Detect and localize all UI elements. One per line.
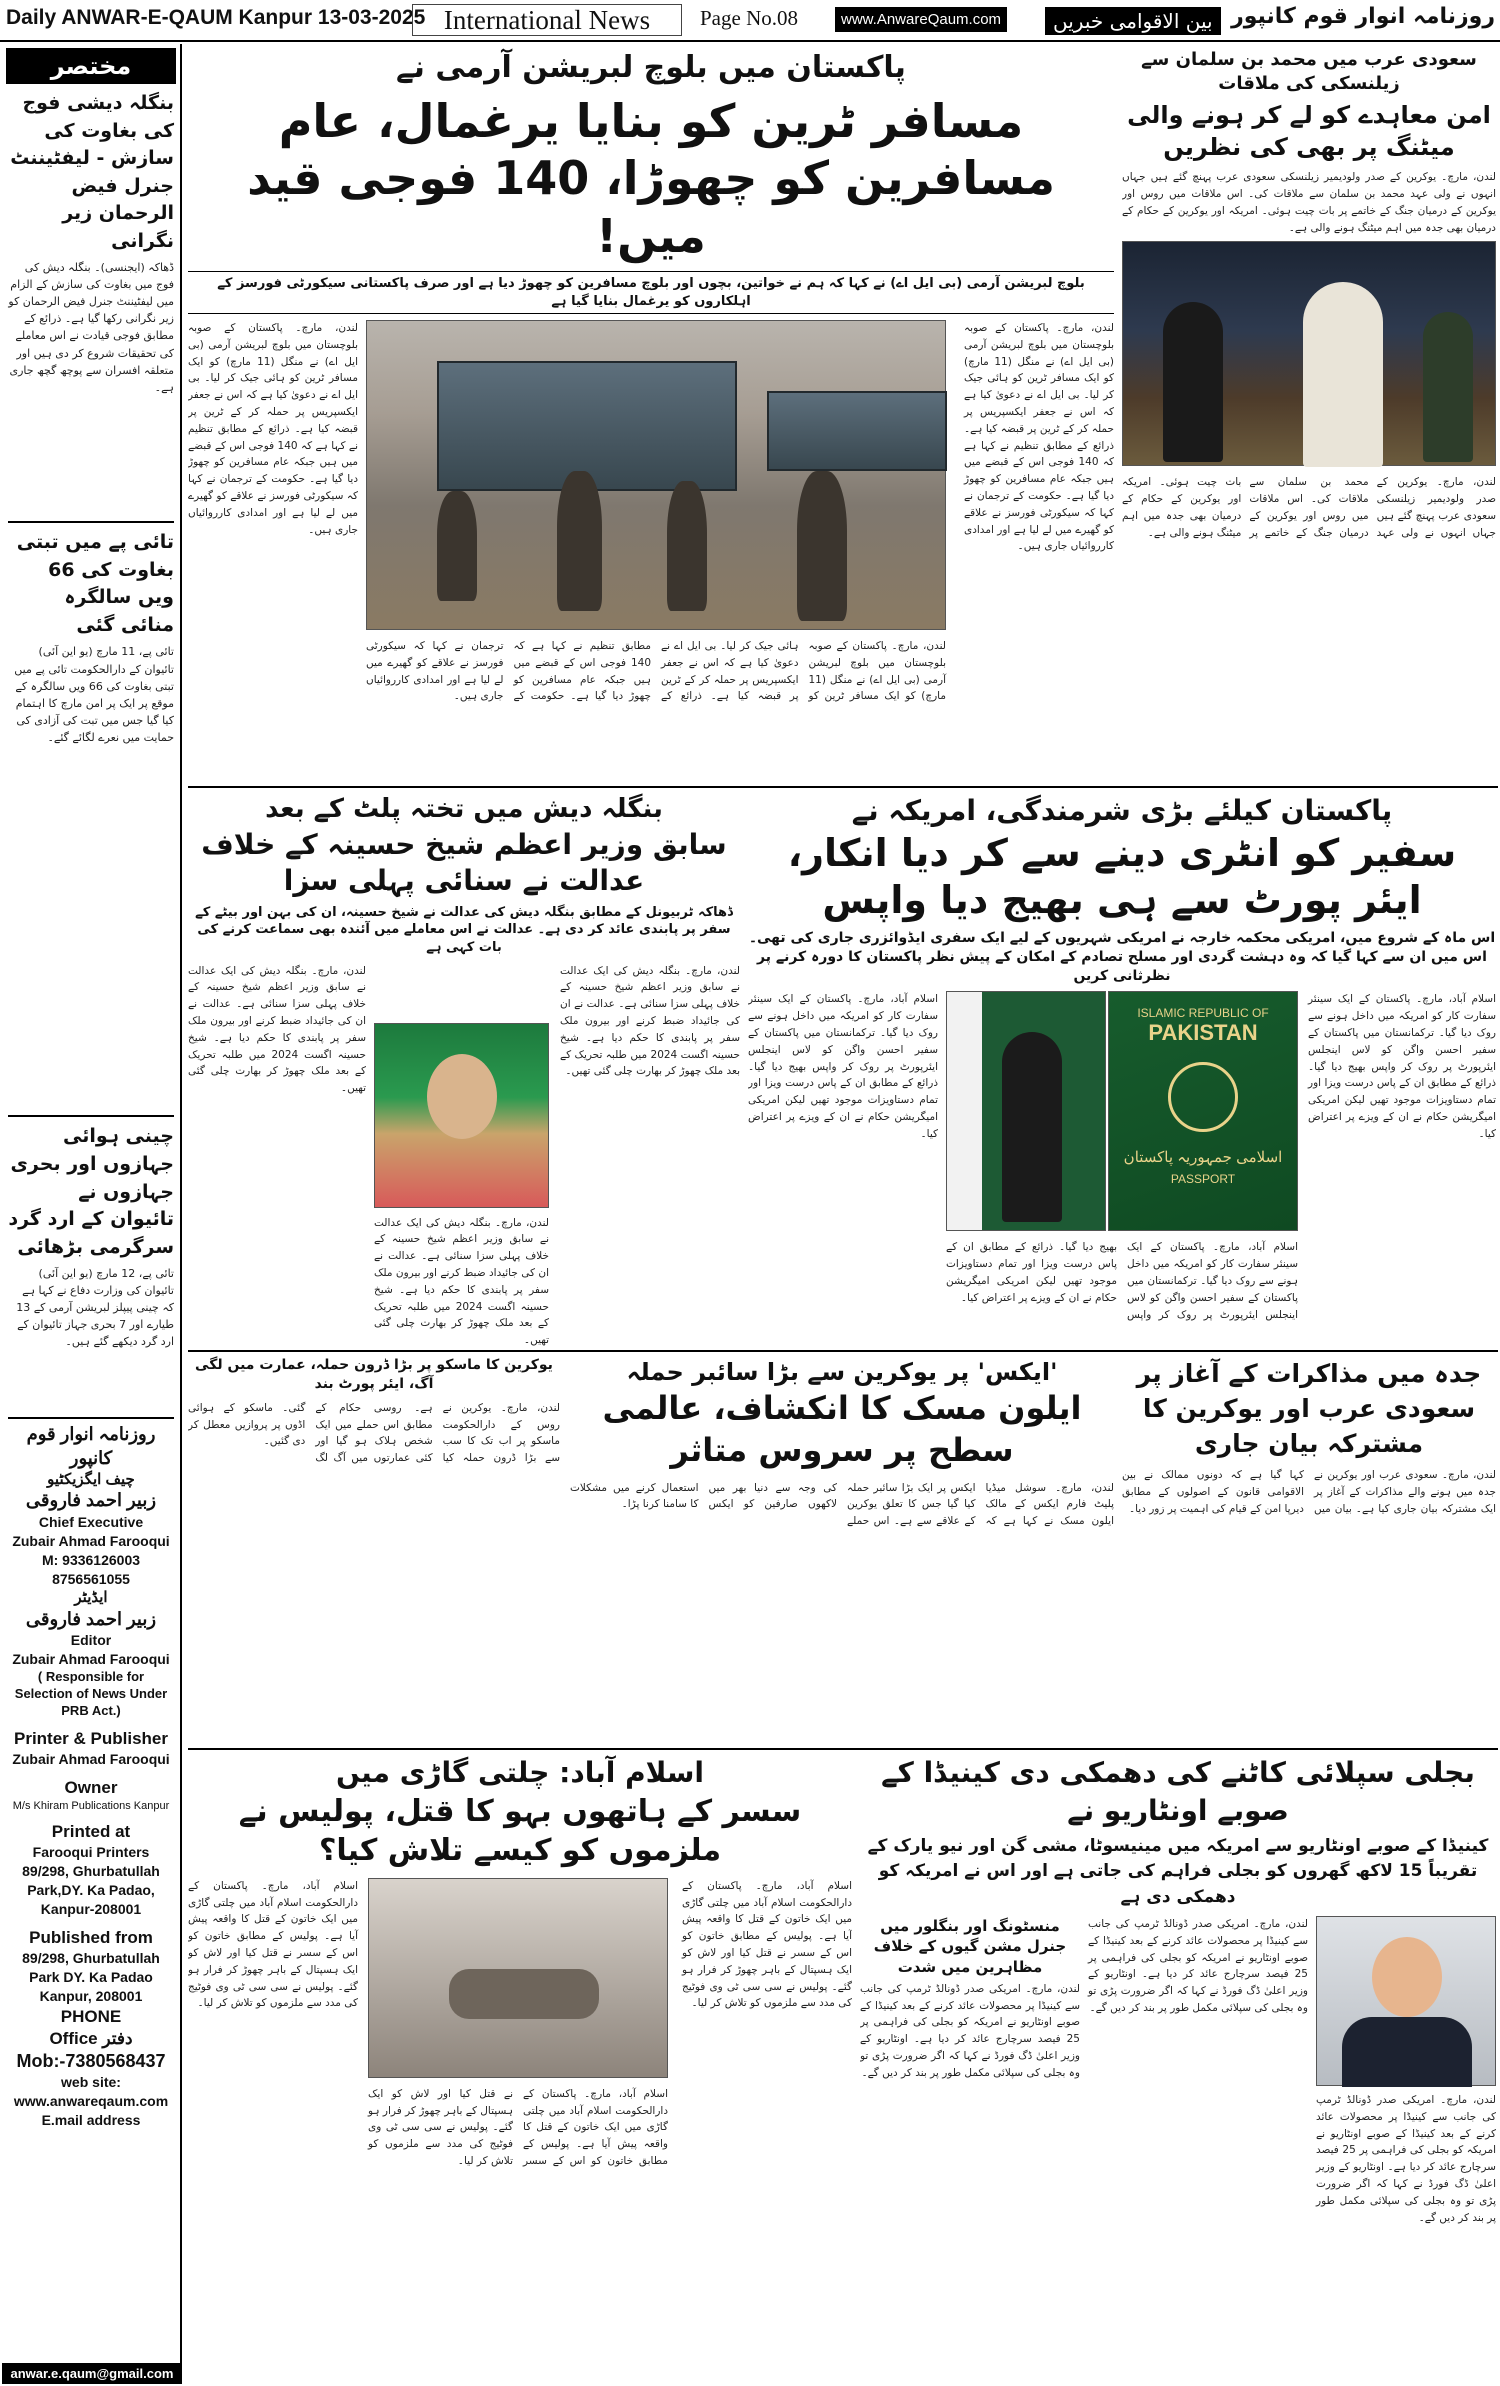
photo-figure [1423, 312, 1473, 462]
lead-body-col1: لندن، مارچ۔ پاکستان کے صوبہ بلوچستان میں بلوچ لبریشن آرمی (بی ایل اے) نے منگل (11 مارچ) کو ایک مسافر ٹرین کو ہائی جیک کر لیا۔ بی ایل اے نے دعویٰ کیا ہے کہ اس نے جعفر ایکسپریس پر حملہ کر کے ٹرین پر قبضہ کیا ہے۔ ذرائع کے مطابق تنظیم نے کہا ہے کہ 140 فوجی اس کے قبضے میں ہیں جبکہ عام مسافرین کو چھوڑ دیا گیا ہے۔ حکومت کے ترجمان نے کہا کہ سیکورٹی فورسز نے علاقے کو گھیرے میں لے لیا ہے اور امدادی کارروائیاں جاری ہیں۔ [964, 322, 1114, 553]
sidebar-divider [8, 1115, 174, 1117]
hasina-headline: سابق وزیر اعظم شیخ حسینہ کے خلاف عدالت نے سنائی پہلی سزا [201, 828, 727, 898]
section-rule [188, 1748, 1498, 1750]
saudi-kicker: سعودی عرب میں محمد بن سلمان سے زیلنسکی کی ملاقات [1141, 49, 1477, 95]
islamabad-headline: سسر کے ہاتھوں بہو کا قتل، پولیس نے ملزموں کو کیسے تلاش کیا؟ [238, 1793, 802, 1868]
islamabad-body-lower [368, 2086, 668, 2382]
story-islamabad [188, 1754, 852, 2382]
imprint-chief-label-ur: چیف ایگزیکٹیو [47, 1470, 135, 1488]
uspak-passport-image [1108, 991, 1298, 1231]
imprint [2, 1423, 180, 2130]
passport-line2: PAKISTAN [1148, 1020, 1258, 1046]
imprint-published-label: Published from [29, 1927, 153, 1947]
imprint-owner-label: Owner [64, 1777, 118, 1797]
hasina-kicker: بنگلہ دیش میں تختہ پلٹ کے بعد [265, 794, 663, 824]
section-rule [188, 786, 1498, 788]
story-ontario [860, 1754, 1496, 2382]
story-hasina [188, 792, 740, 1347]
hasina-body-col3: لندن، مارچ۔ بنگلہ دیش کی ایک عدالت نے سابق وزیر اعظم شیخ حسینہ کے خلاف پہلی سزا سنائی ہے۔ عدالت نے ان کی جائیداد ضبط کرنے اور بیرون ملک سفر پر پابندی کا حکم دیا ہے۔ شیخ حسینہ اگست 2024 میں طلبہ تحریک کے بعد ملک چھوڑ کر بھارت چلی گئی تھیں۔ [188, 964, 366, 1095]
masthead-website[interactable]: www.AnwareQaum.com [835, 7, 1007, 32]
story-musk [570, 1356, 1114, 1746]
train-car-shape [767, 391, 947, 471]
saudi-body [1122, 474, 1496, 784]
imprint-owner-name: M/s Khiram Publications Kanpur [12, 1799, 170, 1812]
story-jeddah [1122, 1356, 1496, 1746]
islamabad-body-col1: اسلام آباد، مارچ۔ پاکستان کے دارالحکومت اسلام آباد میں چلتی گاڑی میں ایک خاتون کے قتل کا واقعہ پیش آیا ہے۔ پولیس کے مطابق خاتون کو اس کے سسر نے قتل کیا اور لاش کو ایک ہسپتال کے باہر چھوڑ کر فرار ہو گئے۔ پولیس نے سی سی ٹی وی فوٹیج کی مدد سے ملزموں کو تلاش کر لیا۔ [682, 1879, 852, 2010]
jeddah-headline: جدہ میں مذاکرات کے آغاز پر سعودی عرب اور یوکرین کا مشترکہ بیان جاری [1136, 1359, 1482, 1458]
uspak-body-col3: اسلام آباد، مارچ۔ پاکستان کے ایک سینئر سفارت کار کو امریکہ میں داخل ہونے سے روک دیا گیا۔ ترکمانستان میں پاکستان کے سفیر احسن واگن کو لاس اینجلس ایئرپورٹ پر روک کر واپس بھیج دیا گیا۔ ذرائع کے مطابق ان کے پاس درست ویزا اور تمام دستاویزات موجود تھیں لیکن امریکی امیگریشن حکام نے ان کے ویزے پر اعتراض کیا۔ [748, 993, 938, 1140]
lead-subhead: بلوچ لبریشن آرمی (بی ایل اے) نے کہا کہ ہم نے خواتین، بچوں اور بلوچ مسافرین کو چھوڑ دیا ہے اور صرف پاکستانی سیکورٹی فورسز کے اہلکاروں کو یرغمال بنایا گیا ہے [188, 271, 1114, 314]
lead-body-col4: لندن، مارچ۔ پاکستان کے صوبہ بلوچستان میں بلوچ لبریشن آرمی (بی ایل اے) نے منگل (11 مارچ) کو ایک مسافر ٹرین کو ہائی جیک کر لیا۔ بی ایل اے نے دعویٰ کیا ہے کہ اس نے جعفر ایکسپریس پر حملہ کر کے ٹرین پر قبضہ کیا ہے۔ ذرائع کے مطابق تنظیم نے کہا ہے کہ 140 فوجی اس کے قبضے میں ہیں جبکہ عام مسافرین کو چھوڑ دیا گیا ہے۔ حکومت کے ترجمان نے کہا کہ سیکورٹی فورسز نے علاقے کو گھیرے میں لے لیا ہے اور امدادی کارروائیاں جاری ہیں۔ [188, 322, 358, 536]
story-lead [188, 48, 1114, 784]
ontario-subhead: کینیڈا کے صوبے اونٹاریو سے امریکہ میں مینیسوٹا، مشی گن اور نیو یارک کے تقریباً 15 لاکھ گھروں کو بجلی فراہم کی جاتی ہے اور اس نے امریکہ کو دھمکی دی ہے [867, 1835, 1489, 1907]
story-saudi [1122, 48, 1496, 784]
imprint-office-label: Office دفتر [49, 2028, 133, 2048]
lead-headline: مسافر ٹرین کو بنایا یرغمال، عام مسافرین کو چھوڑا، 140 فوجی قید میں! [247, 93, 1055, 263]
saudi-headline: امن معاہدے کو لے کر ہونے والی میٹنگ پر بھی کی نظریں [1127, 100, 1491, 161]
ontario-headline: بجلی سپلائی کاٹنے کی دھمکی دی کینیڈا کے صوبے اونٹاریو نے [881, 1756, 1475, 1827]
sidebar-tag: مختصر [6, 48, 176, 84]
photo-figure [437, 491, 477, 601]
ontario-inset [860, 1916, 1080, 2382]
sidebar-divider [8, 1417, 174, 1419]
ontario-body-col3: لندن، مارچ۔ امریکی صدر ڈونالڈ ٹرمپ کی جانب سے کینیڈا پر محصولات عائد کرنے کے بعد کینیڈا کے صوبے اونٹاریو نے امریکہ کو بجلی کی فراہمی پر 25 فیصد سرچارج عائد کر دیا ہے۔ اونٹاریو کے وزیر اعلیٰ ڈگ فورڈ نے کہا کہ اگر ضرورت پڑی تو وہ بجلی کی سپلائی مکمل طور پر بند کر دیں گے۔ [860, 1982, 1080, 2079]
photo-face [427, 1054, 497, 1139]
masthead-title: روزنامہ انوار قوم کانپور [1231, 4, 1495, 29]
sidebar-story1-headline: بنگلہ دیشی فوج کی بغاوت کی سازش - لیفٹیننٹ جنرل فیض الرحمان زیر نگرانی [10, 92, 174, 252]
imprint-responsibility: ( Responsible for Selection of News Under PRB Act.) [14, 1669, 168, 1718]
imprint-printer-label: Printer & Publisher [14, 1728, 168, 1748]
ontario-body-col1: لندن، مارچ۔ امریکی صدر ڈونالڈ ٹرمپ کی جانب سے کینیڈا پر محصولات عائد کرنے کے بعد کینیڈا کے صوبے اونٹاریو نے امریکہ کو بجلی کی فراہمی پر 25 فیصد سرچارج عائد کر دیا ہے۔ اونٹاریو کے وزیر اعلیٰ ڈگ فورڈ نے کہا کہ اگر ضرورت پڑی تو وہ بجلی کی سپلائی مکمل طور پر بند کر دیں گے۔ [1316, 2094, 1496, 2224]
imprint-published-at: 89/298, Ghurbatullah Park DY. Ka Padao Kanpur, 208001 [22, 1949, 160, 2004]
masthead [0, 0, 1500, 42]
jeddah-body-text: لندن، مارچ۔ سعودی عرب اور یوکرین نے جدہ میں ہونے والے مذاکرات کے آغاز پر ایک مشترکہ بیان جاری کیا ہے۔ بیان میں کہا گیا ہے کہ دونوں ممالک نے بین الاقوامی قانون کے اصولوں کے مطابق دیرپا امن کے قیام کی اہمیت پر زور دیا۔ [1122, 1469, 1496, 1515]
jeddah-body [1122, 1467, 1496, 1746]
ontario-trump-photo [1316, 1916, 1496, 2086]
photo-suit [1342, 2017, 1472, 2087]
uspak-subhead: اس ماہ کے شروع میں، امریکی محکمہ خارجہ نے امریکی شہریوں کے لیے ایک سفری ایڈوائزری جاری کی تھی۔ اس میں ان سے کہا گیا کہ وہ دہشت گردی اور مسلح تصادم کے امکان کے پیش نظر پاکستان کا دورہ کرنے پر نظرثانی کریں [748, 929, 1496, 984]
imprint-email[interactable]: anwar.e.qaum@gmail.com [2, 2363, 182, 2384]
lead-body-lower [366, 638, 946, 784]
sidebar-story2-body: تائی پے، 11 مارچ (یو این آئی) تائیوان کے دارالحکومت تائی پے میں تبتی بغاوت کی 66 ویں سالگرہ کے موقع پر ایک پر امن مارچ کا اہتمام کیا گیا جس میں تبت کی آزادی کی حمایت میں نعرے لگائے گئے۔ [14, 645, 174, 744]
sidebar-story2-headline: تائی پے میں تبتی بغاوت کی 66 ویں سالگرہ منائی گئی [16, 531, 174, 636]
saudi-photo [1122, 241, 1496, 466]
uspak-headline: سفیر کو انٹری دینے سے کر دیا انکار، ایئر پورٹ سے ہی بھیج دیا واپس [787, 830, 1457, 923]
hasina-body-col1: لندن، مارچ۔ بنگلہ دیش کی ایک عدالت نے سابق وزیر اعظم شیخ حسینہ کے خلاف پہلی سزا سنائی ہے۔ عدالت نے ان کی جائیداد ضبط کرنے اور بیرون ملک سفر پر پابندی کا حکم دیا ہے۔ شیخ حسینہ اگست 2024 میں طلبہ تحریک کے بعد ملک چھوڑ کر بھارت چلی گئی تھیں۔ [560, 964, 740, 1078]
musk-kicker: 'ایکس' پر یوکرین سے بڑا سائبر حملہ [626, 1358, 1058, 1386]
sidebar-story1-body: ڈھاکہ (ایجنسی)۔ بنگلہ دیش کی فوج میں بغاوت کی سازش کے الزام میں لیفٹیننٹ جنرل فیض الرحمان کو زیر نگرانی رکھا گیا ہے۔ ذرائع کے مطابق فوجی قیادت نے اس معاملے کی تحقیقات شروع کر دی ہیں اور متعلقہ افسران سے پوچھ گچھ جاری ہے۔ [8, 261, 174, 394]
photo-hand [449, 1969, 599, 2019]
islamabad-body-col3: اسلام آباد، مارچ۔ پاکستان کے دارالحکومت اسلام آباد میں چلتی گاڑی میں ایک خاتون کے قتل کا واقعہ پیش آیا ہے۔ پولیس کے مطابق خاتون کو اس کے سسر نے قتل کیا اور لاش کو ایک ہسپتال کے باہر چھوڑ کر فرار ہو گئے۔ پولیس نے سی سی ٹی وی فوٹیج کی مدد سے ملزموں کو تلاش کر لیا۔ [188, 1879, 358, 2010]
imprint-logo: روزنامہ انوار قوم کانپور [26, 1424, 156, 1468]
photo-figure [667, 481, 707, 611]
section-rule [188, 1350, 1498, 1352]
moscow-body-text: لندن، مارچ۔ یوکرین نے روس کے دارالحکومت ماسکو پر اب تک کا سب سے بڑا ڈرون حملہ کیا ہے۔ روسی حکام کے مطابق اس حملے میں ایک شخص ہلاک ہو گیا اور کئی عمارتوں میں آگ لگ گئی۔ ماسکو کے ہوائی اڈوں پر پروازیں معطل کر دی گئیں۔ [188, 1401, 560, 1465]
story-us-pak [748, 792, 1496, 1347]
imprint-office-phone: Mob:-7380568437 [16, 2050, 166, 2071]
uspak-kicker: پاکستان کیلئے بڑی شرمندگی، امریکہ نے [851, 794, 1393, 827]
moscow-body [188, 1400, 560, 1740]
sidebar-story3-headline: چینی ہوائی جہازوں اور بحری جہازوں نے تائیوان کے ارد گرد سرگرمی بڑھائی [8, 1125, 174, 1258]
imprint-web[interactable]: www.anwareqaum.com [13, 2093, 169, 2110]
imprint-mobile: M: 9336126003 [41, 1551, 141, 1568]
islamabad-kicker: اسلام آباد: چلتی گاڑی میں [335, 1756, 704, 1789]
imprint-printed-label: Printed at [51, 1822, 131, 1842]
imprint-editor-name-ur: زبیر احمد فاروقی [25, 1608, 157, 1629]
saudi-body-top: لندن، مارچ۔ یوکرین کے صدر ولودیمیر زیلنسکی سعودی عرب پہنچ گئے ہیں جہاں انہوں نے ولی عہد محمد بن سلمان سے ملاقات کی۔ اس ملاقات میں روس اور یوکرین کے درمیان جنگ کے خاتمے پر بات چیت ہوئی۔ امریکہ اور یوکرین کے حکام کے درمیان بھی جدہ میں اہم میٹنگ ہونے والی ہے۔ [1122, 171, 1496, 234]
hasina-body-col2: لندن، مارچ۔ بنگلہ دیش کی ایک عدالت نے سابق وزیر اعظم شیخ حسینہ کے خلاف پہلی سزا سنائی ہے۔ عدالت نے ان کی جائیداد ضبط کرنے اور بیرون ملک سفر پر پابندی کا حکم دیا ہے۔ شیخ حسینہ اگست 2024 میں طلبہ تحریک کے بعد ملک چھوڑ کر بھارت چلی گئی تھیں۔ [374, 1216, 549, 1347]
imprint-web-label: web site: [61, 2074, 121, 2091]
uspak-flag-photo [946, 991, 1106, 1231]
uspak-body-col1: اسلام آباد، مارچ۔ پاکستان کے ایک سینئر سفارت کار کو امریکہ میں داخل ہونے سے روک دیا گیا۔ ترکمانستان میں پاکستان کے سفیر احسن واگن کو لاس اینجلس ایئرپورٹ پر روک کر واپس بھیج دیا گیا۔ ذرائع کے مطابق ان کے پاس درست ویزا اور تمام دستاویزات موجود تھیں لیکن امریکی امیگریشن حکام نے ان کے ویزے پر اعتراض کیا۔ [1308, 993, 1496, 1140]
uspak-body-lower [946, 1239, 1298, 1347]
photo-figure [1303, 282, 1383, 467]
photo-figure [797, 471, 847, 621]
masthead-section-tag: بین الاقوامی خبریں [1045, 7, 1221, 35]
passport-line1: ISLAMIC REPUBLIC OF [1137, 1006, 1269, 1021]
imprint-chief-label: Chief Executive [38, 1513, 144, 1530]
islamabad-photo [368, 1878, 668, 2078]
imprint-chief-name-ur: زبیر احمد فاروقی [25, 1490, 157, 1511]
saudi-body-text: لندن، مارچ۔ یوکرین کے صدر ولودیمیر زیلنسکی سعودی عرب پہنچ گئے ہیں جہاں انہوں نے ولی عہد محمد بن سلمان سے ملاقات کی۔ اس ملاقات میں روس اور یوکرین کے درمیان جنگ کے خاتمے پر بات چیت ہوئی۔ امریکہ اور یوکرین کے حکام کے درمیان بھی جدہ میں اہم میٹنگ ہونے والی ہے۔ [1122, 476, 1496, 539]
story-moscow [188, 1356, 560, 1746]
lead-body-text: لندن، مارچ۔ پاکستان کے صوبہ بلوچستان میں بلوچ لبریشن آرمی (بی ایل اے) نے منگل (11 مارچ) کو ایک مسافر ٹرین کو ہائی جیک کر لیا۔ بی ایل اے نے دعویٰ کیا ہے کہ اس نے جعفر ایکسپریس پر حملہ کر کے ٹرین پر قبضہ کیا ہے۔ ذرائع کے مطابق تنظیم نے کہا ہے کہ 140 فوجی اس کے قبضے میں ہیں جبکہ عام مسافرین کو چھوڑ دیا گیا ہے۔ حکومت کے ترجمان نے کہا کہ سیکورٹی فورسز نے علاقے کو گھیرے میں لے لیا ہے اور امدادی کارروائیاں جاری ہیں۔ [366, 640, 946, 703]
sidebar-divider [8, 521, 174, 523]
photo-figure [1002, 1032, 1062, 1222]
ontario-body-col2: لندن، مارچ۔ امریکی صدر ڈونالڈ ٹرمپ کی جانب سے کینیڈا پر محصولات عائد کرنے کے بعد کینیڈا کے صوبے اونٹاریو نے امریکہ کو بجلی کی فراہمی پر 25 فیصد سرچارج عائد کر دیا ہے۔ اونٹاریو کے وزیر اعلیٰ ڈگ فورڈ نے کہا کہ اگر ضرورت پڑی تو وہ بجلی کی سپلائی مکمل طور پر بند کر دیں گے۔ [1088, 1918, 1308, 2015]
sidebar [2, 44, 182, 2384]
imprint-mobile2: 8756561055 [52, 1570, 130, 1587]
moscow-headline: یوکرین کا ماسکو پر بڑا ڈرون حملہ، عمارت میں لگی آگ، ایئر پورٹ بند [195, 1357, 553, 1392]
imprint-printed-at: Farooqui Printers 89/298, Ghurbatullah Park,DY. Ka Padao, Kanpur-208001 [22, 1844, 160, 1917]
hasina-subhead: ڈھاکہ ٹربیونل کے مطابق بنگلہ دیش کی عدالت نے شیخ حسینہ، ان کی بہن اور بیٹے کے سفر پر پابندی عائد کر دی ہے۔ عدالت نے اس معاملے میں آئندہ بھی سماعت کرنے کی بات کہی ہے [195, 904, 733, 955]
photo-figure [1163, 302, 1223, 462]
photo-face [1372, 1937, 1442, 2017]
imprint-editor-label: Editor [70, 1632, 112, 1649]
musk-body [570, 1480, 1114, 1746]
photo-figure [557, 471, 602, 611]
imprint-phone-label: PHONE [60, 2006, 122, 2026]
passport-urdu: اسلامی جمہوریہ پاکستان [1123, 1149, 1283, 1167]
imprint-printer-name: Zubair Ahmad Farooqui [12, 1750, 170, 1767]
musk-body-text: لندن، مارچ۔ سوشل میڈیا پلیٹ فارم ایکس کے مالک ایلون مسک نے کہا ہے کہ ایکس پر ایک بڑا سائبر حملہ کیا گیا جس کا تعلق یوکرین کے علاقے سے ہے۔ اس حملے کی وجہ سے دنیا بھر میں لاکھوں صارفین کو ایکس استعمال کرنے میں مشکلات کا سامنا کرنا پڑا۔ [570, 1481, 1114, 1528]
lead-train-photo [366, 320, 946, 630]
masthead-section: International News [412, 4, 682, 36]
imprint-chief-name: Zubair Ahmad Farooqui [12, 1532, 170, 1549]
masthead-page-number: Page No.08 [700, 6, 798, 30]
passport-word: PASSPORT [1170, 1172, 1236, 1187]
ontario-subhead2: منسٹونگ اور بنگلور میں جنرل مشن گیوں کے خلاف مظاہرین میں شدت [873, 1917, 1067, 1976]
sidebar-story3-body: تائی پے، 12 مارچ (یو این آئی) تائیوان کی وزارت دفاع نے کہا ہے کہ چینی پیپلز لبریشن آرمی کے 13 طیارے اور 7 بحری جہاز تائیوان کے ارد گرد دیکھے گئے ہیں۔ [16, 1267, 174, 1349]
lead-kicker: پاکستان میں بلوچ لبریشن آرمی نے [396, 50, 906, 85]
islamabad-body-text: اسلام آباد، مارچ۔ پاکستان کے دارالحکومت اسلام آباد میں چلتی گاڑی میں ایک خاتون کے قتل کا واقعہ پیش آیا ہے۔ پولیس کے مطابق خاتون کو اس کے سسر نے قتل کیا اور لاش کو ایک ہسپتال کے باہر چھوڑ کر فرار ہو گئے۔ پولیس نے سی سی ٹی وی فوٹیج کی مدد سے ملزموں کو تلاش کر لیا۔ [368, 2087, 668, 2167]
musk-headline: ایلون مسک کا انکشاف، عالمی سطح پر سروس متاثر [602, 1389, 1082, 1469]
masthead-dateline: Daily ANWAR-E-QAUM Kanpur 13-03-2025 [6, 6, 426, 29]
imprint-editor-name: Zubair Ahmad Farooqui [12, 1651, 170, 1668]
uspak-body-text: اسلام آباد، مارچ۔ پاکستان کے ایک سینئر سفارت کار کو امریکہ میں داخل ہونے سے روک دیا گیا۔ ترکمانستان میں پاکستان کے سفیر احسن واگن کو لاس اینجلس ایئرپورٹ پر روک کر واپس بھیج دیا گیا۔ ذرائع کے مطابق ان کے پاس درست ویزا اور تمام دستاویزات موجود تھیں لیکن امریکی امیگریشن حکام نے ان کے ویزے پر اعتراض کیا۔ [946, 1241, 1298, 1321]
hasina-photo [374, 1023, 549, 1208]
imprint-email-label: E.mail address [41, 2111, 141, 2128]
imprint-editor-label-ur: ایڈیٹر [74, 1589, 108, 1607]
passport-emblem-icon [1168, 1062, 1238, 1132]
